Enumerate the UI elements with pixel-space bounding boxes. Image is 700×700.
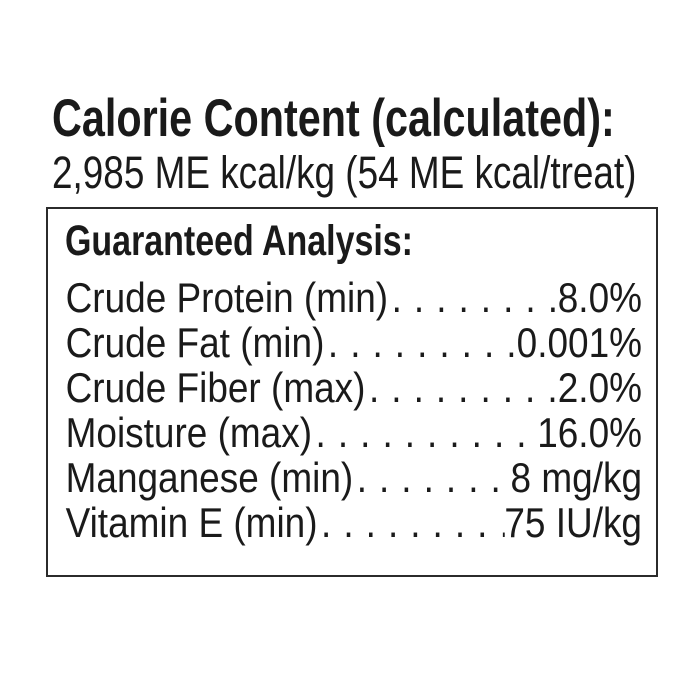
calorie-content-value: 2,985 ME kcal/kg (54 ME kcal/treat)	[52, 147, 637, 198]
analysis-row-label: Crude Protein (min)	[65, 274, 389, 321]
guaranteed-analysis-heading: Guaranteed Analysis:	[65, 217, 413, 265]
dot-leader	[312, 410, 537, 455]
dot-leader	[324, 320, 516, 365]
analysis-row-label: Manganese (min)	[65, 454, 354, 501]
analysis-row-value: 8 mg/kg	[510, 454, 642, 501]
dot-leader	[388, 275, 558, 320]
analysis-row-label: Crude Fiber (max)	[65, 364, 366, 411]
guaranteed-analysis-box	[46, 207, 658, 577]
analysis-row	[48, 455, 656, 500]
analysis-row-value: 16.0%	[537, 409, 642, 456]
analysis-row-value: 75 IU/kg	[504, 499, 642, 546]
analysis-row	[48, 275, 656, 320]
analysis-row-label: Vitamin E (min)	[65, 499, 318, 546]
calorie-content-title: Calorie Content (calculated):	[52, 89, 615, 148]
analysis-row-value: 8.0%	[557, 274, 642, 321]
calorie-content-block	[0, 0, 700, 198]
dot-leader	[353, 455, 510, 500]
analysis-row	[48, 410, 656, 455]
analysis-row-value: 0.001%	[516, 319, 642, 366]
analysis-row-value: 2.0%	[557, 364, 642, 411]
analysis-row-label: Moisture (max)	[65, 409, 313, 456]
dot-leader	[318, 500, 505, 545]
dot-leader	[365, 365, 557, 410]
analysis-row	[48, 365, 656, 410]
analysis-row	[48, 320, 656, 365]
analysis-row-label: Crude Fat (min)	[65, 319, 325, 366]
analysis-row	[48, 500, 656, 545]
analysis-rows	[48, 275, 656, 545]
